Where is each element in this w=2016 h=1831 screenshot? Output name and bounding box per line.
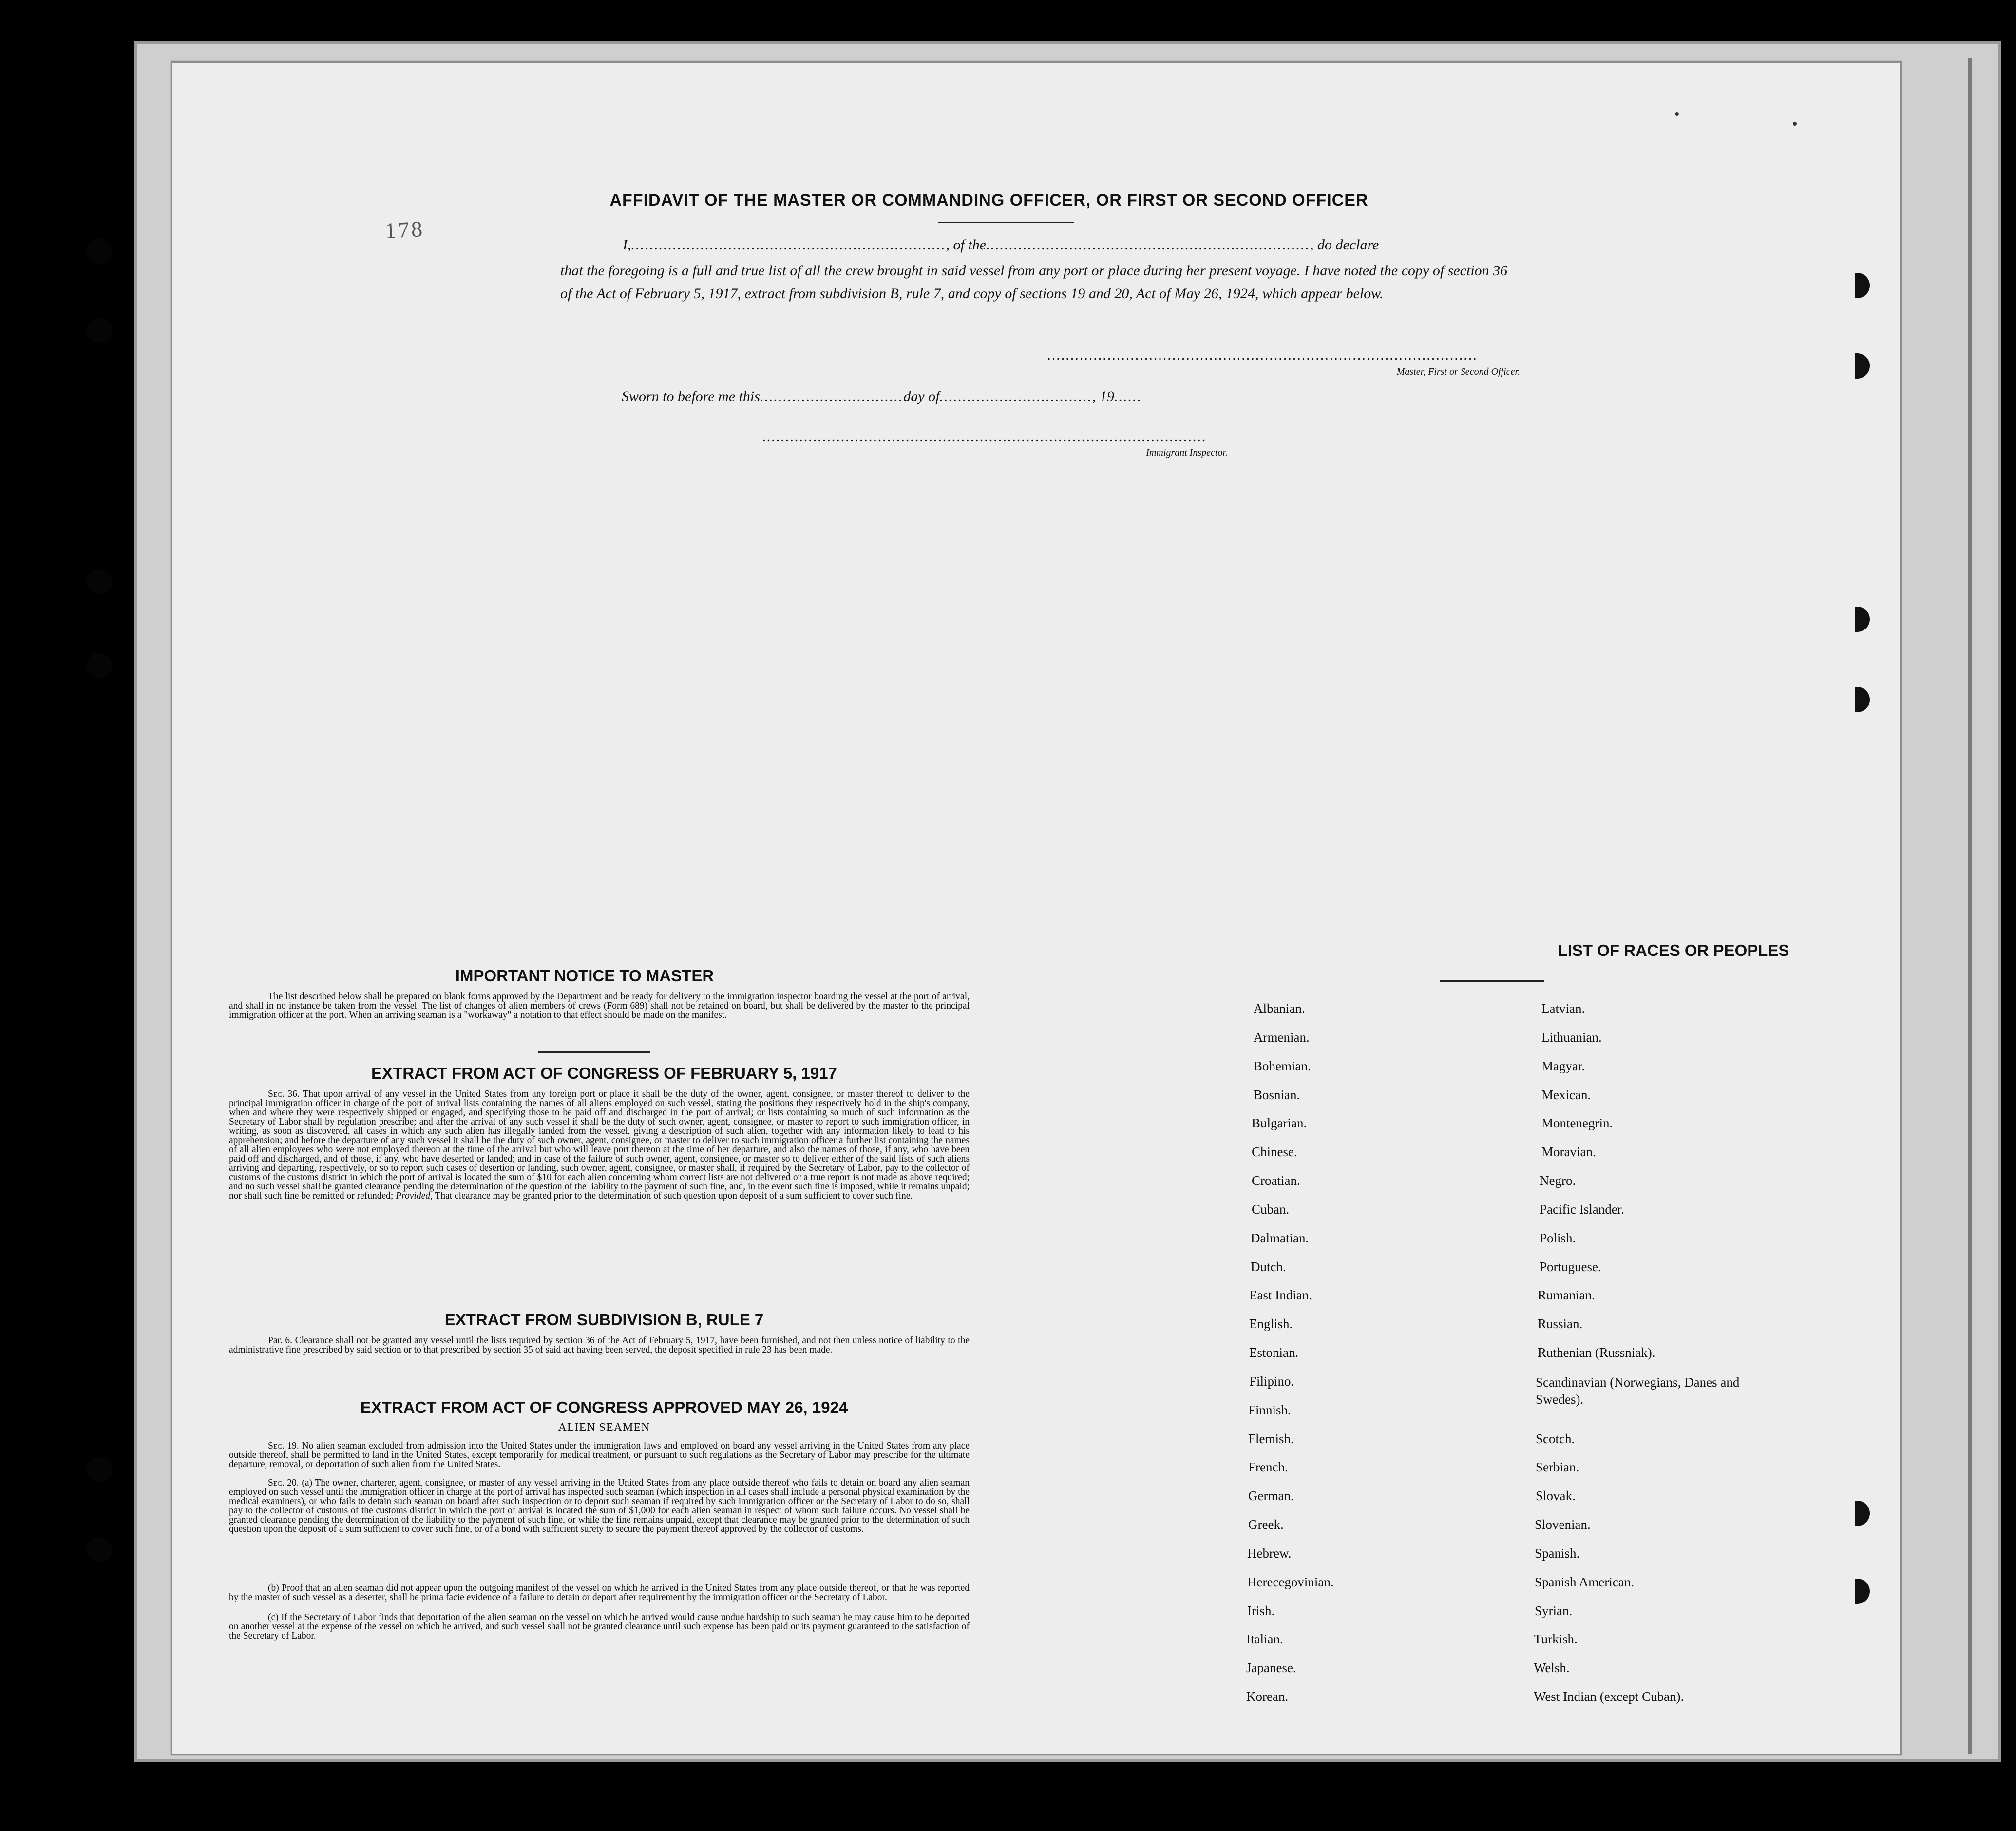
race-item: Rumanian. [1538,1288,1595,1302]
race-item: Scandinavian (Norwegians, Danes and Swedes). [1536,1375,1740,1407]
race-item: Dalmatian. [1251,1231,1309,1245]
affidavit-title: AFFIDAVIT OF THE MASTER OR COMMANDING OFFICER, OR FIRST OR SECOND OFFICER [609,191,1369,210]
races-rule [1440,980,1544,982]
title-rule [938,222,1074,223]
punch-mark [1675,112,1679,116]
extract-1917-text [229,1089,970,1201]
race-item: Mexican. [1541,1087,1591,1102]
inspector-caption: Immigrant Inspector. [1146,447,1228,458]
race-item: Welsh. [1534,1660,1570,1675]
inspector-line[interactable]: ................................................................................................ [762,429,1207,445]
signature-line[interactable]: ............................................................................................. [1047,347,1478,363]
declarant-line: I,...................................................................., of the......................................................................, do declare [623,237,1379,253]
declare-label: , do declare [1310,237,1379,253]
race-item: Russian. [1538,1316,1583,1331]
extract-1924-title: EXTRACT FROM ACT OF CONGRESS APPROVED MAY 26, 1924 [360,1398,848,1416]
binder-hole [87,569,112,594]
right-sheet-edge [1968,58,1972,1754]
sec19-label: Sec. 19. [268,1441,299,1451]
extract-rule7-text: Par. 6. Clearance shall not be granted any vessel until the lists required by section 36 of the Act of February 5, 1917, have been furnished, and not then unless notice of liability to the administrative fine prescribed by said section or to that prescribed by section 35 of said act having been served, the deposit specified in rule 23 has been made. [229,1335,970,1355]
binder-hole [87,318,112,343]
binder-hole [87,239,112,264]
sec36-text: That upon arrival of any vessel in the United States from any foreign port or place it shall be the duty of the owner, agent, consignee, or master thereof to deliver to the principal immigration officer in charge of the port of arrival lists containing the names of all aliens employed on such vessel, stating the positions they respectively hold in the ship's company, when and where they were respectively shipped or engaged, and specifying those to be paid off and discharged in the port of arrival; or lists containing so much of such information as the Secretary of Labor shall by regulation prescribe; and after the arrival of any such vessel it shall be the duty of such owner, agent, consignee, or master to report to such immigration officer, in writing, as soon as discovered, all cases in which any such alien has illegally landed from the vessel, giving a description of such alien, together with any information likely to lead to his apprehension; and before the departure of any such vessel it shall be the duty of such owner, agent, consignee, or master to deliver to such immigration officer a further list containing the names of all alien employees who were not employed thereon at the time of the arrival but who will leave port thereon at the time of her departure, and also the names of those, if any, who have been paid off and discharged, and of those, if any, who have deserted or landed; and in case of the failure of such owner, agent, consignee, or master so to deliver either of the said lists of such aliens arriving and departing, respectively, or so to report such cases of desertion or landing, such owner, agent, consignee, or master shall, if required by the Secretary of Labor, pay to the collector of customs of the customs district in which the port of arrival is located the sum of $10 for each alien concerning whom correct lists are not delivered or a true report is not made as above required; and no such vessel shall be granted clearance pending the determination of the question of the liability to the payment of such fine, and, in the event such fine is imposed, while it remains unpaid; nor shall such fine be remitted or refunded; [229,1089,970,1201]
sec19-text [229,1441,970,1469]
proviso-text: That clearance may be granted prior to the determination of such question upon deposit of a sum sufficient to cover such fine. [435,1191,913,1201]
races-title: LIST OF RACES OR PEOPLES [1558,941,1789,959]
race-item: Chinese. [1252,1144,1297,1159]
extract-1917-title: EXTRACT FROM ACT OF CONGRESS OF FEBRUARY 5, 1917 [371,1064,837,1082]
race-item: Armenian. [1254,1030,1310,1045]
sec19-body: No alien seaman excluded from admission into the United States under the immigration laws and employed on board any vessel arriving in the United States from any place outside thereof, shall be permitted to land in the United States, except temporarily for medical treatment, or pursuant to such regulations as the Secretary of Labor may prescribe for the ultimate departure, removal, or deportation of such alien from the United States. [229,1441,970,1469]
notice-text: The list described below shall be prepared on blank forms approved by the Department and be ready for delivery to the immigration inspector boarding the vessel at the port of arrival, and shall in no instance be taken from the vessel. The list of changes of alien members of crews (Form 689) shall not be retained on board, but shall be delivered by the master to the principal immigration officer at the port. When an arriving seaman is a "workaway" a notation to that effect should be made on the manifest. [229,992,970,1020]
race-item: Irish. [1247,1603,1275,1618]
race-item: Estonian. [1249,1345,1299,1360]
sec20b-text: (b) Proof that an alien seaman did not appear upon the outgoing manifest of the vessel on which he arrived in the United States from any place outside thereof, or that he was reported by the master of such vessel as a deserter, shall be prima facie evidence of a failure to detain or deport after requirement by the immigration officer or the Secretary of Labor. [229,1583,970,1602]
section-rule [538,1051,650,1053]
race-item: Magyar. [1541,1059,1585,1073]
notice-title: IMPORTANT NOTICE TO MASTER [455,967,714,985]
race-item: Scotch. [1536,1431,1575,1446]
vessel-label: , of the [946,237,986,253]
declarant-label: I, [623,237,631,253]
binder-hole [87,1457,112,1482]
race-item: Finnish. [1248,1403,1291,1417]
race-item: Spanish. [1535,1546,1580,1561]
race-item: German. [1248,1488,1294,1503]
race-item: Dutch. [1251,1259,1286,1274]
punch-mark [1793,122,1797,126]
alien-seamen-subtitle: ALIEN SEAMEN [558,1421,650,1434]
sec20c-text: (c) If the Secretary of Labor finds that deportation of the alien seaman on the vessel on which he arrived would cause undue hardship to such seaman he may cause him to be deported on another vessel at the expense of the vessel on which he arrived, and such vessel shall not be granted clearance until such expense has been paid or its payment guaranteed to the satisfaction of the Secretary of Labor. [229,1612,970,1641]
race-item: East Indian. [1249,1288,1312,1302]
binder-hole [87,653,112,678]
race-item: Slovenian. [1535,1517,1591,1532]
race-item: Lithuanian. [1541,1030,1602,1045]
sworn-year-label: , 19 [1092,388,1115,404]
race-item: Serbian. [1536,1460,1579,1474]
race-item: Korean. [1246,1689,1289,1704]
signature-caption: Master, First or Second Officer. [1396,366,1520,377]
race-item: Slovak. [1536,1488,1576,1503]
race-item: Bosnian. [1254,1087,1300,1102]
race-item: Moravian. [1541,1144,1596,1159]
race-item: Albanian. [1254,1001,1305,1016]
race-item: Polish. [1540,1231,1576,1245]
race-item: Greek. [1248,1517,1284,1532]
race-item: Hebrew. [1247,1546,1292,1561]
race-item: Cuban. [1252,1202,1290,1217]
sworn-label: Sworn to before me this [622,388,760,404]
race-item: Japanese. [1246,1660,1296,1675]
race-item: Filipino. [1249,1374,1294,1389]
race-item: Croatian. [1252,1173,1300,1188]
sec20-body: (a) The owner, charterer, agent, consignee, or master of any vessel arriving in the United States from any place outside thereof who fails to detain on board any alien seaman employed on such vessel until the immigration officer in charge at the port of arrival has inspected such seaman (which inspection in all cases shall include a personal physical examination by the medical examiners), or who fails to detain such seaman on board after such inspection or to deport such seaman if required by such immigration officer or the Secretary of Labor to do so, shall pay to the collector of customs of the customs district in which the port of arrival is located the sum of $1,000 for each alien seaman in respect of whom such failure occurs. No vessel shall be granted clearance pending the determination of the liability to the payment of such fine, or while the fine remains unpaid, except that clearance may be granted prior to the determination of such question upon the deposit of a sum sufficient to cover such fine, or of a bond with sufficient surety to secure the payment thereof approved by the collector of customs. [229,1478,970,1534]
sworn-line: Sworn to before me this...............................day of................................., 19...... [622,388,1142,404]
race-item: Montenegrin. [1541,1116,1613,1130]
race-item: Ruthenian (Russniak). [1538,1345,1655,1360]
sec36-label: Sec. 36. [268,1089,300,1099]
sec20-label: Sec. 20. [268,1478,299,1488]
race-item: Turkish. [1534,1632,1578,1646]
binder-hole [87,1537,112,1563]
extract-rule7-title: EXTRACT FROM SUBDIVISION B, RULE 7 [444,1311,764,1329]
sec20-text [229,1478,970,1534]
proviso-label: Provided, [396,1191,433,1201]
race-item: Bohemian. [1254,1059,1311,1073]
affidavit-body: that the foregoing is a full and true list of all the crew brought in said vessel from any port or place during her present voyage. I have noted the copy of section 36 of the Act of February 5, 1917, extract from subdivision B, rule 7, and copy of sections 19 and 20, Act of May 26, 1924, which appear below. [560,263,1508,302]
race-item: Portuguese. [1540,1259,1601,1274]
race-item: Italian. [1246,1632,1283,1646]
race-item: Latvian. [1541,1001,1585,1016]
race-item: French. [1248,1460,1288,1474]
race-item: Flemish. [1248,1431,1294,1446]
race-item: Pacific Islander. [1540,1202,1624,1217]
sworn-day-label: day of [903,388,940,404]
stamp-number: 178 [384,216,425,244]
race-item: English. [1249,1316,1293,1331]
race-item: Bulgarian. [1252,1116,1307,1130]
race-item: Syrian. [1535,1603,1573,1618]
race-item: Negro. [1540,1173,1576,1188]
race-item: West Indian (except Cuban). [1534,1689,1684,1704]
race-item: Spanish American. [1535,1575,1634,1589]
race-item: Herecegovinian. [1247,1575,1334,1589]
